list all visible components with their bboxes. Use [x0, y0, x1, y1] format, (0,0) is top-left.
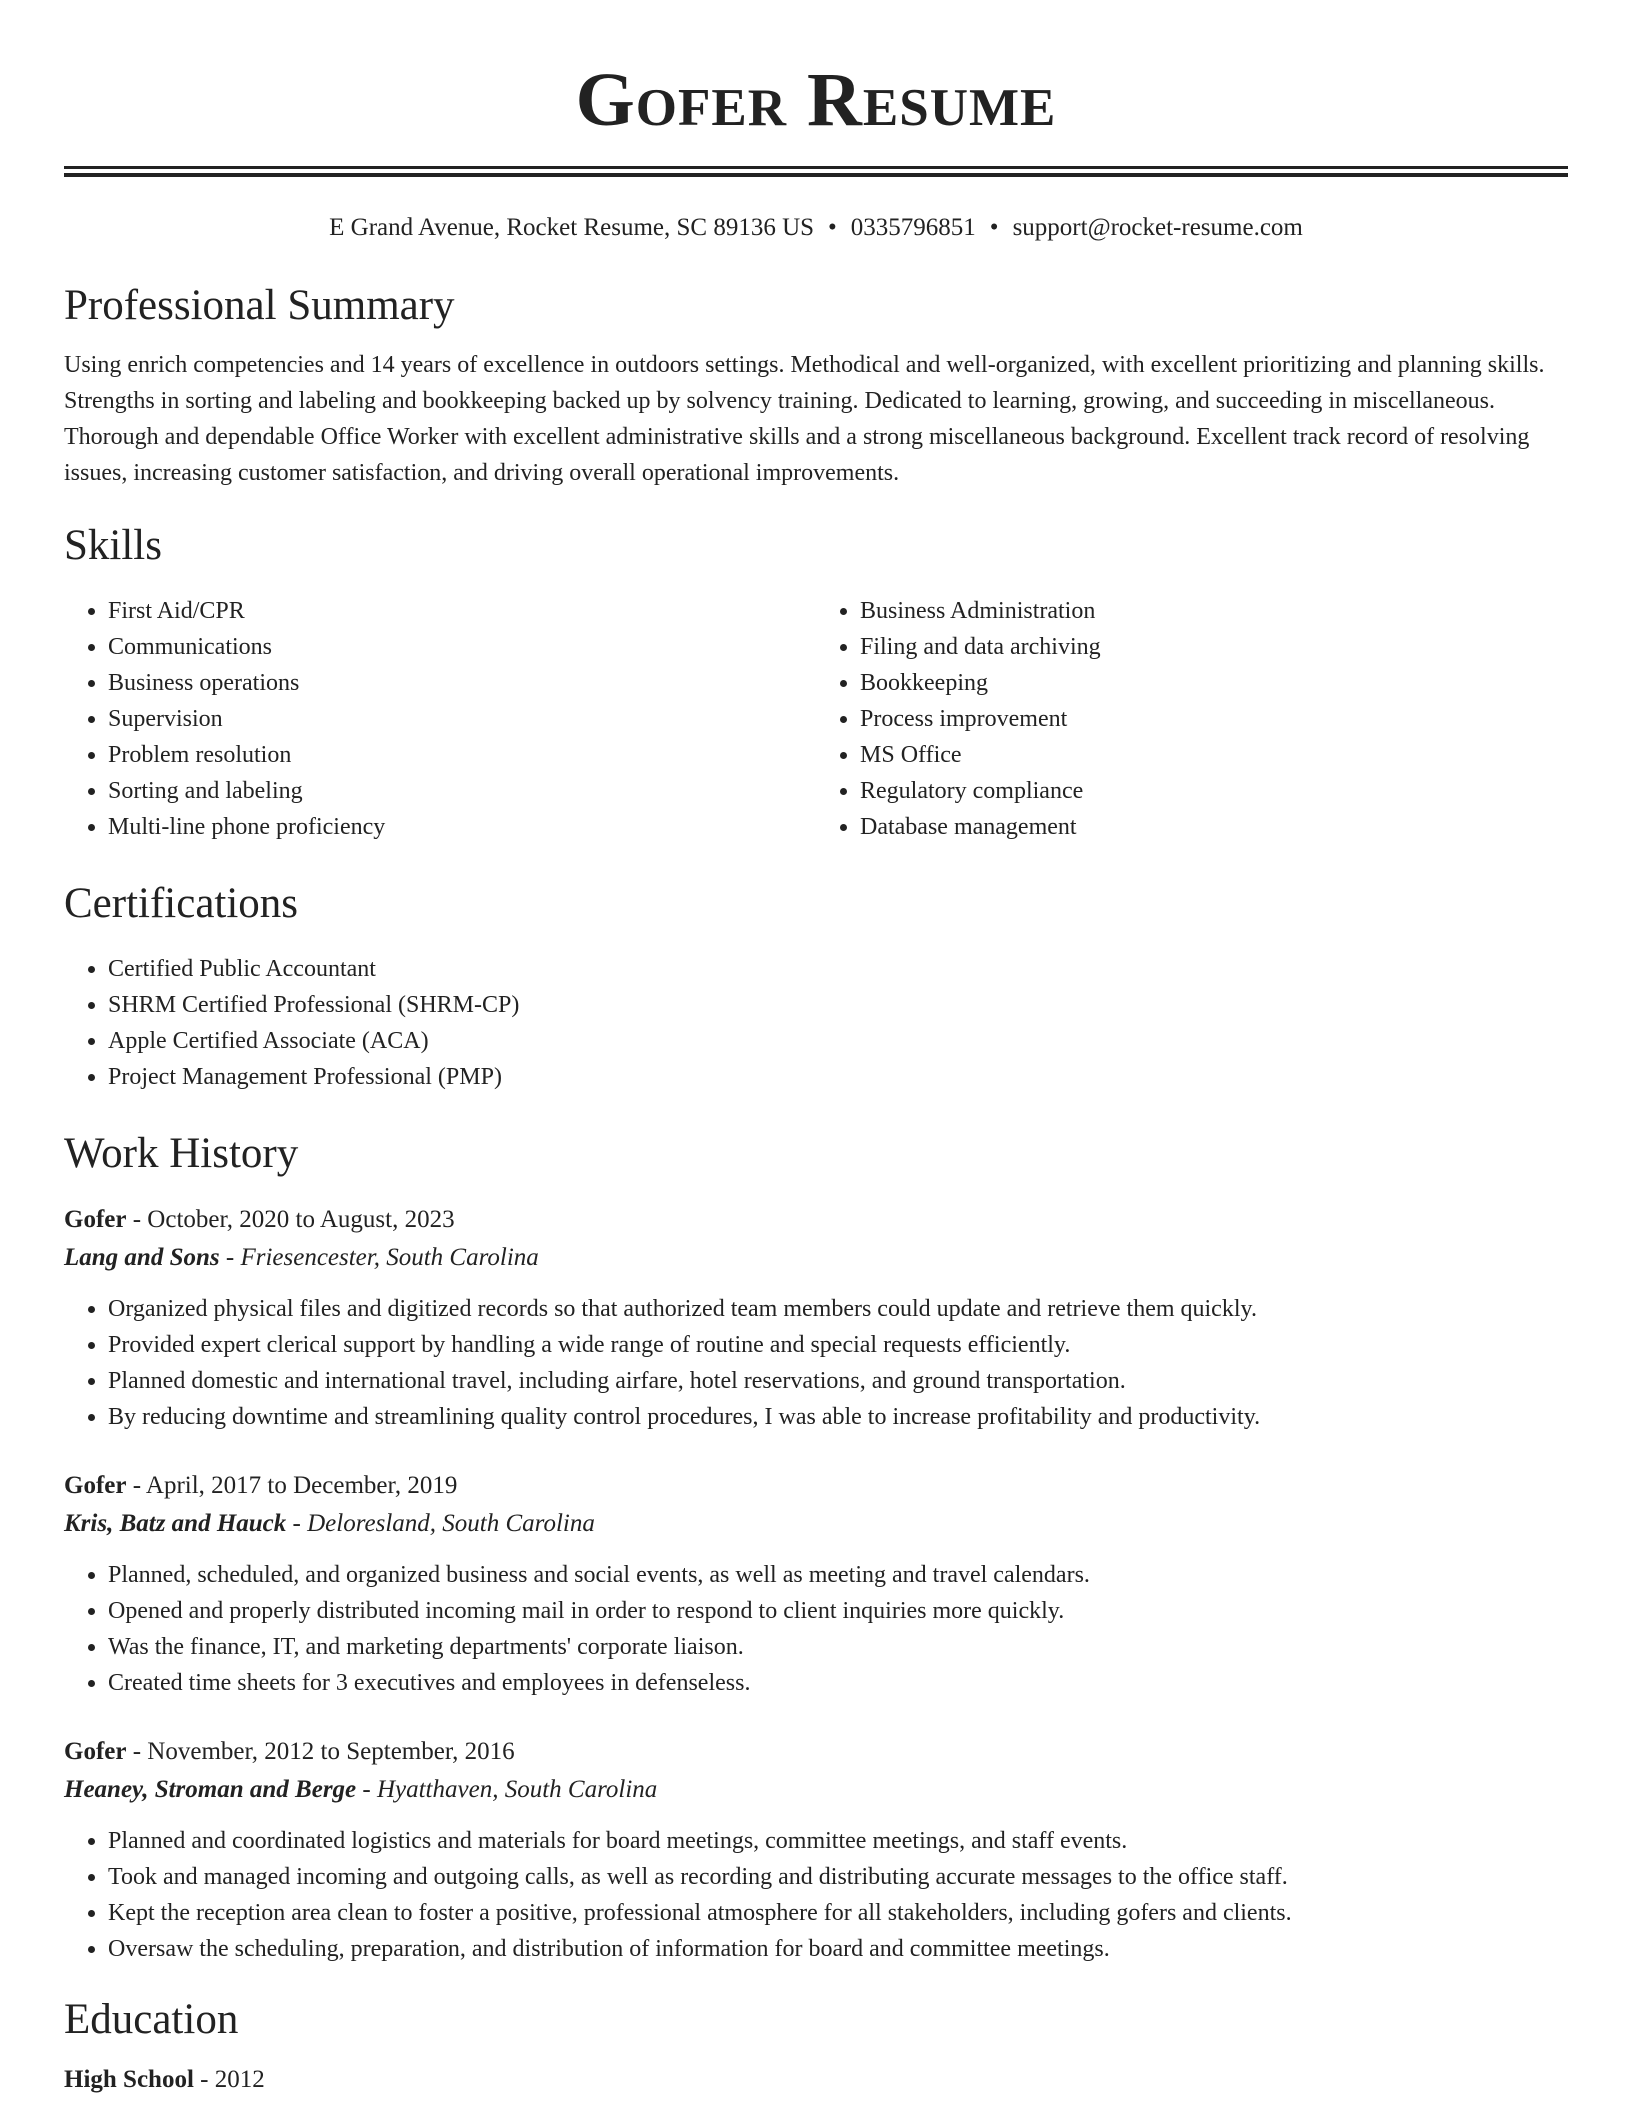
job-entry: [64, 1467, 1568, 1701]
contact-phone: 0335796851: [850, 214, 976, 241]
education-entry: [64, 2061, 1568, 2099]
skill-item: • Process improvement: [860, 701, 1568, 737]
skill-item: • Supervision: [108, 701, 816, 737]
job-location: - Hyatthaven, South Carolina: [356, 1776, 658, 1803]
job-company-line: [64, 1239, 1568, 1277]
job-title-line: [64, 1733, 1568, 1771]
contact-separator: •: [828, 214, 837, 241]
job-dates: - November, 2012 to September, 2016: [126, 1738, 515, 1765]
certification-item: • Apple Certified Associate (ACA): [108, 1023, 1568, 1059]
job-bullet: • Planned, scheduled, and organized business and social events, as well as meeting and travel calendars.: [108, 1557, 1568, 1593]
skill-item: • Multi-line phone proficiency: [108, 809, 816, 845]
education-heading: Education: [64, 1996, 239, 2043]
job-company-line: [64, 1505, 1568, 1543]
summary-heading: Professional Summary: [64, 282, 455, 329]
education-year: - 2012: [193, 2066, 265, 2093]
contact-separator: •: [989, 214, 999, 241]
job-bullet: • Created time sheets for 3 executives and employees in defenseless.: [108, 1665, 1568, 1701]
job-company: Lang and Sons: [64, 1244, 220, 1271]
certification-item: • SHRM Certified Professional (SHRM-CP): [108, 987, 1568, 1023]
resume-name: Gofer Resume: [575, 58, 1057, 142]
job-dates: - April, 2017 to December, 2019: [126, 1472, 458, 1499]
skill-item: • Regulatory compliance: [860, 773, 1568, 809]
job-dates: - October, 2020 to August, 2023: [126, 1206, 455, 1233]
job-company: Heaney, Stroman and Berge: [64, 1776, 357, 1803]
contact-address: E Grand Avenue, Rocket Resume, SC 89136 US: [329, 214, 815, 241]
job-bullet: • Opened and properly distributed incoming mail in order to respond to client inquiries more quickly.: [108, 1593, 1568, 1629]
job-title: Gofer: [64, 1206, 127, 1233]
job-title: Gofer: [64, 1472, 127, 1499]
resume-page: [64, 0, 1568, 2099]
skills-list-right: [816, 593, 1568, 845]
job-bullets: [64, 1557, 1568, 1701]
summary-text: Using enrich competencies and 14 years of excellence in outdoors settings. Methodical and well-organized, with excellent prioritizing and planning skills. Strengths in sorting and labeling and bookkeeping backed up by solvency training. Dedicated to learning, growing, and succeeding in miscellaneous. Thorough and dependable Office Worker with excellent administrative skills and a strong miscellaneous background. Excellent track record of resolving issues, increasing customer satisfaction, and driving overall operational improvements.: [64, 352, 1545, 486]
job-entry: [64, 1733, 1568, 1967]
job-title-line: [64, 1201, 1568, 1239]
job-bullet: • Oversaw the scheduling, preparation, and distribution of information for board and committee meetings.: [108, 1931, 1568, 1967]
skill-item: • Business operations: [108, 665, 816, 701]
job-location: - Friesencester, South Carolina: [219, 1244, 539, 1271]
skills-list-left: [64, 593, 816, 845]
job-bullet: • Provided expert clerical support by handling a wide range of routine and special requests efficiently.: [108, 1327, 1568, 1363]
certifications-heading: Certifications: [64, 880, 299, 927]
skills-heading: Skills: [64, 522, 162, 569]
skill-item: • Filing and data archiving: [860, 629, 1568, 665]
job-company: Kris, Batz and Hauck: [64, 1510, 287, 1537]
job-location: - Deloresland, South Carolina: [286, 1510, 595, 1537]
work-history-heading: Work History: [64, 1130, 299, 1177]
skills-columns: [64, 593, 1568, 845]
job-bullet: • Planned domestic and international travel, including airfare, hotel reservations, and ground transportation.: [108, 1363, 1568, 1399]
certification-item: • Project Management Professional (PMP): [108, 1059, 1568, 1095]
job-bullet: • Kept the reception area clean to foster a positive, professional atmosphere for all stakeholders, including gofers and clients.: [108, 1895, 1568, 1931]
job-title: Gofer: [64, 1738, 127, 1765]
skill-item: • Business Administration: [860, 593, 1568, 629]
job-entry: [64, 1201, 1568, 1435]
skill-item: • Problem resolution: [108, 737, 816, 773]
job-title-line: [64, 1467, 1568, 1505]
job-bullets: [64, 1291, 1568, 1435]
job-bullet: • Took and managed incoming and outgoing calls, as well as recording and distributing accurate messages to the office staff.: [108, 1859, 1568, 1895]
contact-email: support@rocket-resume.com: [1012, 214, 1303, 241]
job-bullet: • Was the finance, IT, and marketing departments' corporate liaison.: [108, 1629, 1568, 1665]
job-bullet: • By reducing downtime and streamlining quality control procedures, I was able to increase profitability and productivity.: [108, 1399, 1568, 1435]
header-divider: [64, 166, 1568, 177]
certifications-list: [64, 951, 1568, 1095]
job-company-line: [64, 1771, 1568, 1809]
education-degree: High School: [64, 2066, 194, 2093]
skill-item: • Sorting and labeling: [108, 773, 816, 809]
certification-item: • Certified Public Accountant: [108, 951, 1568, 987]
job-bullets: [64, 1823, 1568, 1967]
job-bullet: • Organized physical files and digitized records so that authorized team members could update and retrieve them quickly.: [108, 1291, 1568, 1327]
contact-line: [64, 211, 1568, 245]
job-bullet: • Planned and coordinated logistics and materials for board meetings, committee meetings, and staff events.: [108, 1823, 1568, 1859]
skill-item: • Communications: [108, 629, 816, 665]
skill-item: • Database management: [860, 809, 1568, 845]
skill-item: • MS Office: [860, 737, 1568, 773]
skill-item: • First Aid/CPR: [108, 593, 816, 629]
skill-item: • Bookkeeping: [860, 665, 1568, 701]
